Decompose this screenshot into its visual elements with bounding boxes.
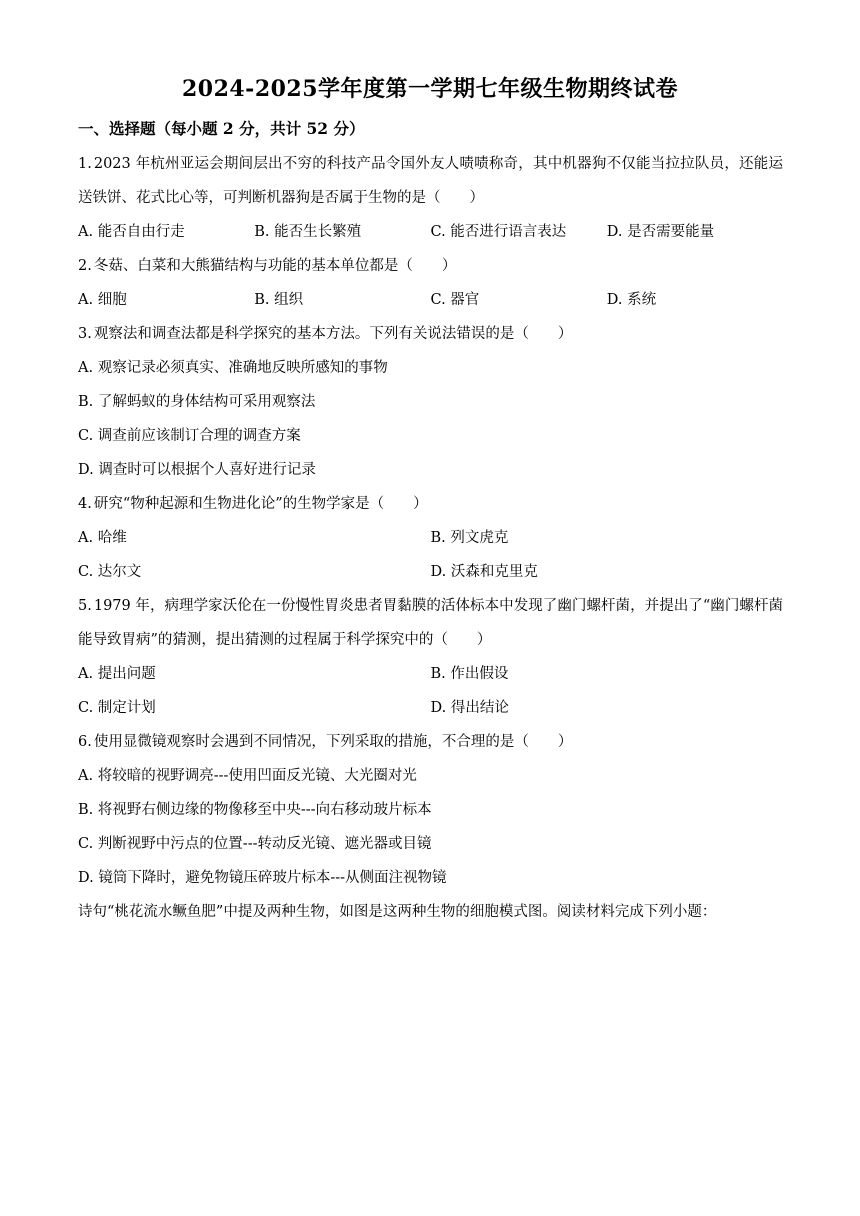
option-a: A. 能否自由行走 [78, 224, 185, 240]
option-b: B. 组织 [254, 292, 304, 308]
option-a: A. 提出问题 [78, 666, 156, 682]
question-stem: 6. 使用显微镜观察时会遇到不同情况，下列采取的措施，不合理的是（ ） [78, 734, 573, 750]
question-options [78, 215, 783, 249]
option-b: B. 了解蚂蚁的身体结构可采用观察法 [78, 394, 316, 410]
question-stem: 4. 研究“物种起源和生物进化论”的生物学家是（ ） [78, 496, 428, 512]
option-b: B. 能否生长繁殖 [254, 224, 362, 240]
option-b: B. 列文虎克 [430, 530, 509, 546]
question-options [78, 521, 783, 555]
question-4 [78, 487, 783, 589]
reading-intro: 诗句“桃花流水鳜鱼肥”中提及两种生物，如图是这两种生物的细胞模式图。阅读材料完成下列小题： [78, 904, 717, 920]
question-stem: 5. 1979 年，病理学家沃伦在一份慢性胃炎患者胃黏膜的活体标本中发现了幽门螺杆菌，并提出了“幽门螺杆菌能导致胃病”的猜测，提出猜测的过程属于科学探究中的（ ） [78, 598, 783, 648]
option-c: C. 达尔文 [78, 564, 142, 580]
question-3 [78, 317, 783, 487]
option-d: D. 调查时可以根据个人喜好进行记录 [78, 462, 316, 478]
question-2 [78, 249, 783, 317]
option-c: C. 能否进行语言表达 [430, 224, 567, 240]
option-a: A. 哈维 [78, 530, 127, 546]
option-d: D. 镜筒下降时，避免物镜压碎玻片标本---从侧面注视物镜 [78, 870, 447, 886]
option-c: C. 调查前应该制订合理的调查方案 [78, 428, 301, 444]
option-c: C. 制定计划 [78, 700, 156, 716]
option-a: A. 细胞 [78, 292, 127, 308]
option-d: D. 是否需要能量 [606, 224, 715, 240]
option-d: D. 得出结论 [430, 700, 509, 716]
question-stem: 3. 观察法和调查法都是科学探究的基本方法。下列有关说法错误的是（ ） [78, 326, 573, 342]
question-5 [78, 589, 783, 725]
option-c: C. 器官 [430, 292, 480, 308]
option-a: A. 将较暗的视野调亮---使用凹面反光镜、大光圈对光 [78, 768, 417, 784]
question-stem: 1. 2023 年杭州亚运会期间层出不穷的科技产品令国外友人啧啧称奇，其中机器狗不仅能当拉拉队员，还能运送铁饼、花式比心等，可判断机器狗是否属于生物的是（ ） [78, 156, 783, 206]
option-d: D. 沃森和克里克 [430, 564, 538, 580]
question-options [78, 283, 783, 317]
option-a: A. 观察记录必须真实、准确地反映所感知的事物 [78, 360, 388, 376]
questions-area [78, 147, 783, 929]
option-b: B. 作出假设 [430, 666, 509, 682]
exam-title: 2024-2025学年度第一学期七年级生物期终试卷 [181, 76, 679, 102]
option-b: B. 将视野右侧边缘的物像移至中央---向右移动玻片标本 [78, 802, 432, 818]
question-options [78, 657, 783, 691]
question-options [78, 555, 783, 589]
question-stem: 2. 冬菇、白菜和大熊猫结构与功能的基本单位都是（ ） [78, 258, 457, 274]
question-1 [78, 147, 783, 249]
section-heading: 一、选择题（每小题 2 分，共计 52 分） [78, 119, 365, 138]
option-c: C. 判断视野中污点的位置---转动反光镜、遮光器或目镜 [78, 836, 432, 852]
question-options [78, 691, 783, 725]
option-d: D. 系统 [606, 292, 657, 308]
question-6 [78, 725, 783, 895]
